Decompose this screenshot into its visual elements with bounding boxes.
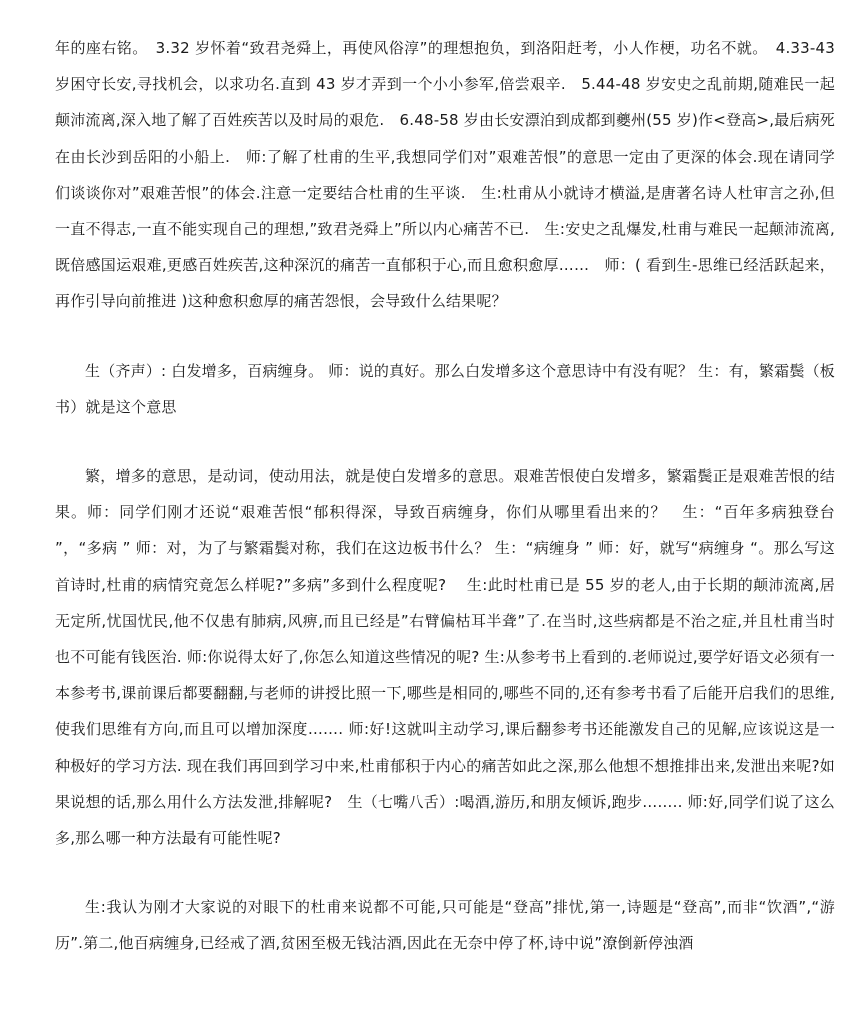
paragraph-poet-biography: 年的座右铭。 3.32 岁怀着“致君尧舜上，再使风俗淳”的理想抱负，到洛阳赶考，小人作梗，功名不就。 4.33-43 岁困守长安,寻找机会，以求功名.直到 43 岁才弄到一个小小参军,倍尝艰辛. 5.44-48 岁安史之乱前期,随难民一起颠沛流离,深入地了解了百姓疾苦以及时局的艰危. 6.48-58 岁由长安漂泊到成都到夔州(55 岁)作<登高>,最后病死在由长沙到岳阳的小船上. 师:了解了杜甫的生平,我想同学们对”艰难苦恨”的意思一定由了更深的体会.现在请同学们谈谈你对”艰难苦恨”的体会.注意一定要结合杜甫的生平谈. 生:杜甫从小就诗才横溢,是唐著名诗人杜审言之孙,但一直不得志,一直不能实现自己的理想,”致君尧舜上”所以内心痛苦不已. 生:安史之乱爆发,杜甫与难民一起颠沛流离,既倍感国运艰难,更感百姓疾苦,这种深沉的痛苦一直郁积于心,而且愈积愈厚…… 师：( 看到生-思维已经活跃起来，再作引导向前推进 )这种愈积愈厚的痛苦怨恨，会导致什么结果呢？ [55, 39, 835, 311]
paragraph-climbing-high: 生:我认为刚才大家说的对眼下的杜甫来说都不可能,只可能是“登高”排忧,第一,诗题是“登高”,而非“饮酒”,“游历”.第二,他百病缠身,已经戒了酒,贫困至极无钱沽酒,因此在无奈中停了杯,诗中说”潦倒新停浊酒 [55, 898, 835, 953]
paragraph-white-hair: 生（齐声）: 白发增多，百病缠身。 师：说的真好。那么白发增多这个意思诗中有没有呢？ 生：有，繁霜鬓（板书）就是这个意思 [55, 361, 835, 416]
paragraph-illness-discussion: 繁，增多的意思，是动词，使动用法，就是使白发增多的意思。艰难苦恨使白发增多，繁霜鬓正是艰难苦恨的结果。师：同学们刚才还说“艰难苦恨“郁积得深，导致百病缠身，你们从哪里看出来的？ 生：“百年多病独登台 ”，“多病 ” 师：对，为了与繁霜鬓对称，我们在这边板书什么？ 生：“病缠身 ” 师：好，就写“病缠身 “。那么写这首诗时,杜甫的病情究竟怎么样呢?”多病”多到什么程度呢? 生:此时杜甫已是 55 岁的老人,由于长期的颠沛流离,居无定所,忧国忧民,他不仅患有肺病,风痹,而且已经是”右臂偏枯耳半聋”了.在当时,这些病都是不治之症,并且杜甫当时也不可能有钱医治. 师:你说得太好了,你怎么知道这些情况的呢? 生:从参考书上看到的.老师说过,要学好语文必须有一本参考书,课前课后都要翻翻,与老师的讲授比照一下,哪些是相同的,哪些不同的,还有参考书看了后能开启我们的思维,使我们思维有方向,而且可以增加深度……. 师:好!这就叫主动学习,课后翻参考书还能激发自己的见解,应该说这是一种极好的学习方法. 现在我们再回到学习中来,杜甫郁积于内心的痛苦如此之深,那么他想不想推排出来,发泄出来呢?如果说想的话,那么用什么方法发泄,排解呢? 生（七嘴八舌）:喝酒,游历,和朋友倾诉,跑步…….. 师:好,同学们说了这么多,那么哪一种方法最有可能性呢? [55, 467, 835, 848]
document-page [55, 30, 835, 962]
paragraph-gap [55, 856, 835, 889]
paragraph-gap [55, 320, 835, 353]
paragraph-gap [55, 425, 835, 458]
